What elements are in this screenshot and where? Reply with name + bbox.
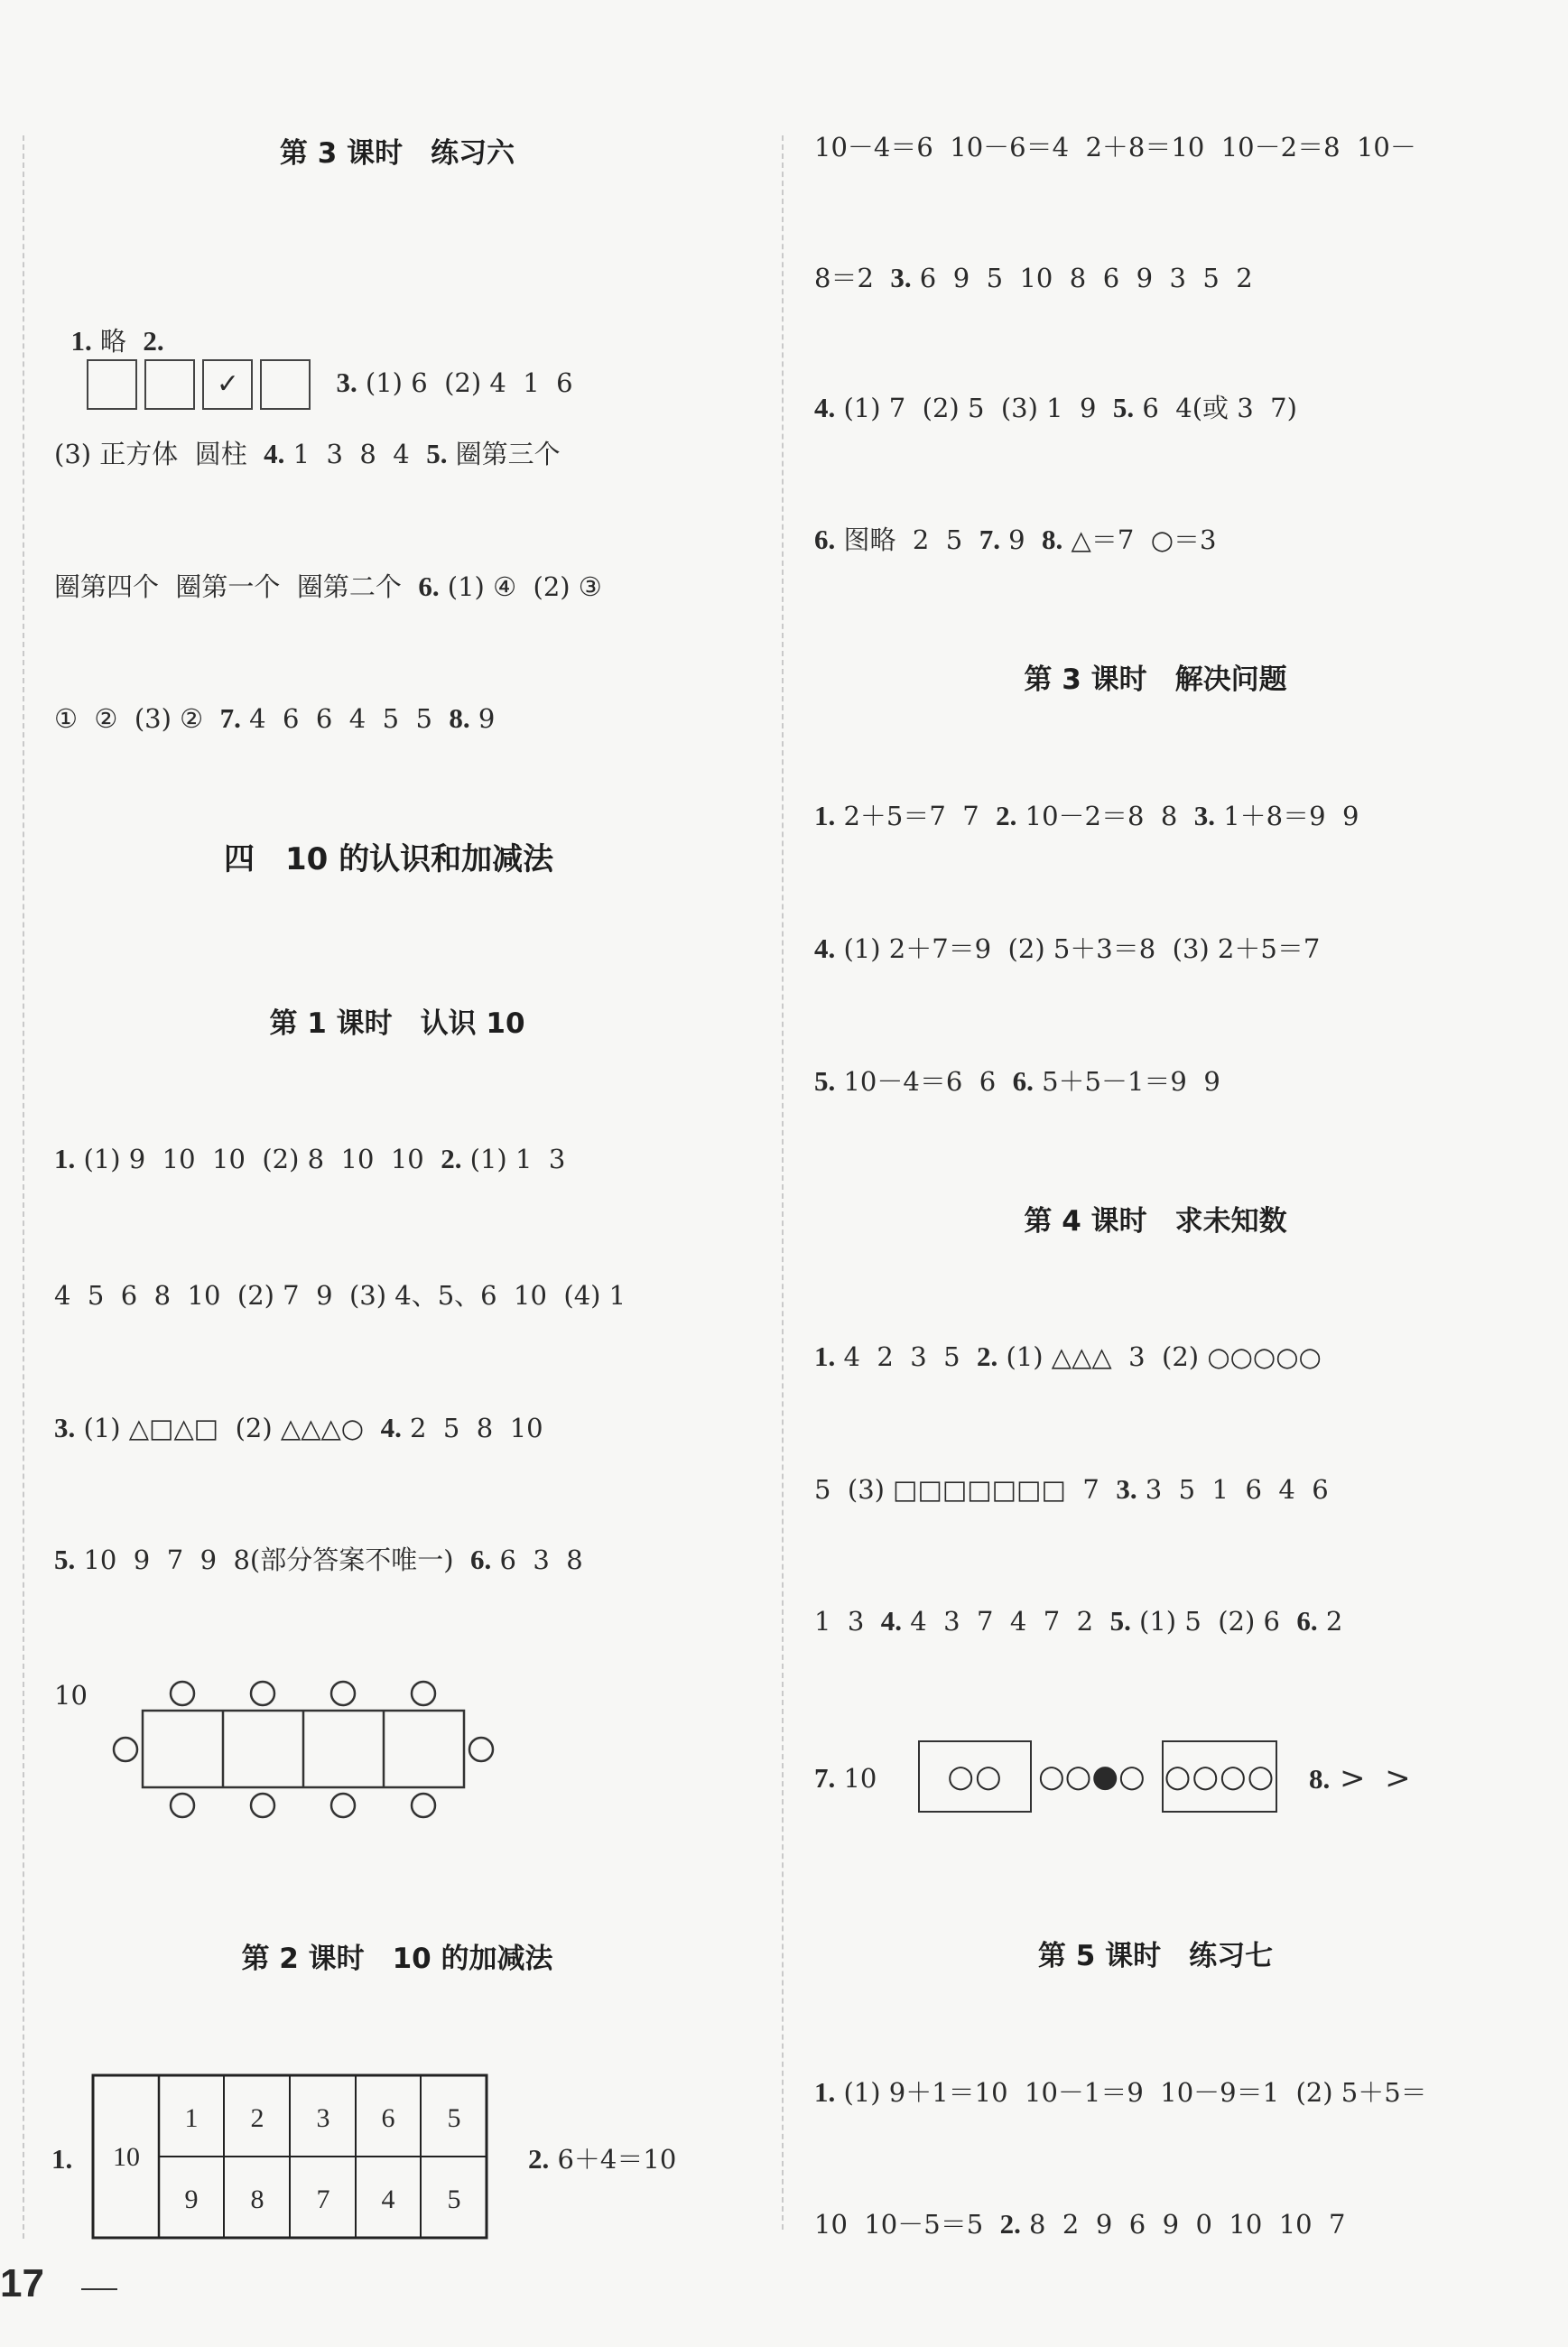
unit-4-title: 四 10 的认识和加减法 (224, 841, 554, 877)
answer-line (814, 390, 1297, 426)
table-cell: 2 (250, 2103, 264, 2133)
table-cell: 8 (250, 2185, 264, 2214)
answer-box-checked: ✓ (202, 359, 253, 410)
answer-text: 3 5 1 6 4 6 (1137, 1474, 1329, 1505)
answer-text: 6 9 5 10 8 6 9 3 5 2 (911, 263, 1253, 293)
answer-line (814, 2206, 1346, 2242)
answer-text: 10 9 7 9 8(部分答案不唯一) (75, 1545, 470, 1575)
chair-circle (469, 1738, 493, 1761)
chair-circle (412, 1794, 435, 1817)
question-number: 7. (219, 702, 241, 734)
answer-text: 圈第四个 圈第一个 圈第二个 (54, 571, 419, 602)
answer-text: 4 3 7 4 7 2 (902, 1606, 1110, 1637)
question-number: 4. (880, 1605, 903, 1637)
beads-box-left (918, 1740, 1032, 1813)
answer-text: > > (1330, 1760, 1411, 1796)
answer-text: 图略 2 5 (835, 524, 979, 555)
answer-line (528, 2141, 676, 2177)
answer-line (814, 931, 1320, 967)
question-number: 1. (54, 1143, 76, 1174)
answer-text: (1) 9＋1＝10 10－1＝9 10－9＝1 (2) 5＋5＝ (835, 2077, 1427, 2108)
question-number: 8. (1309, 1763, 1331, 1795)
answer-line (814, 522, 1216, 558)
answer-line (54, 1141, 565, 1177)
question-number: 1. (51, 2143, 73, 2175)
lesson-3-title: 第 3 课时 练习六 (279, 137, 515, 170)
answer-line (1309, 1760, 1411, 1797)
answer-text: (1) 6 (2) 4 1 6 (357, 367, 573, 398)
question-number: 6. (814, 524, 836, 555)
lesson-5-title: 第 5 课时 练习七 (1037, 1940, 1274, 1972)
question-number-line (51, 2141, 72, 2177)
answer-text: 1 3 (814, 1606, 881, 1637)
question-number: 5. (814, 1065, 836, 1097)
question-number: 3. (1193, 800, 1216, 831)
answer-box (144, 359, 195, 410)
answer-text: 1＋8＝9 9 (1215, 801, 1359, 831)
table-cell: 7 (316, 2185, 330, 2214)
answer-text: 2 5 8 10 (401, 1413, 543, 1443)
lesson-1-title: 第 1 课时 认识 10 (269, 1007, 525, 1040)
table-cell: 6 (381, 2103, 395, 2133)
chair-circle (171, 1682, 194, 1705)
column-divider (782, 135, 784, 2230)
page-number-dash (81, 2288, 117, 2290)
answer-text: 6＋4＝10 (549, 2144, 677, 2175)
chair-circle (251, 1682, 274, 1705)
question-number: 7. (814, 1762, 836, 1794)
chair-circle (251, 1794, 274, 1817)
question-number: 4. (380, 1412, 402, 1443)
question-number: 6. (418, 571, 440, 602)
lesson-2-title: 第 2 课时 10 的加减法 (241, 1943, 553, 1975)
question-number: 5. (426, 438, 448, 469)
question-number: 8. (1042, 524, 1063, 555)
answer-line: 10－4＝6 10－6＝4 2＋8＝10 10－2＝8 10－ (814, 132, 1416, 162)
answer-text: 6 3 8 (491, 1545, 583, 1575)
lesson-4-title: 第 4 课时 求未知数 (1024, 1205, 1287, 1238)
question-number: 2. (528, 2143, 550, 2175)
left-margin-rule (23, 135, 24, 2239)
answer-line (54, 569, 602, 605)
question-number: 6. (469, 1544, 492, 1575)
answer-text: ① ② (3) ② (54, 703, 220, 734)
question-number: 2. (999, 2208, 1021, 2240)
chair-circle (331, 1794, 355, 1817)
answer-line (814, 1339, 1322, 1375)
answer-line (814, 1760, 877, 1796)
answer-text: (3) 正方体 圆柱 (54, 439, 264, 469)
chair-circle (331, 1682, 355, 1705)
answer-text: 8 2 9 6 9 0 10 10 7 (1020, 2209, 1346, 2240)
question-number: 1. (814, 1340, 836, 1372)
answer-box (260, 359, 311, 410)
answer-text: 9 (999, 524, 1043, 555)
chair-circle (412, 1682, 435, 1705)
answer-line (54, 287, 573, 410)
question-number: 6. (1012, 1065, 1034, 1097)
beads-middle: ○○●○ (1038, 1758, 1146, 1795)
answer-text: 2＋5＝7 7 (835, 801, 997, 831)
question-number: 3. (890, 262, 912, 293)
answer-line (54, 700, 495, 737)
question-number: 2. (441, 1143, 462, 1174)
question-number: 5. (1112, 392, 1135, 423)
answer-text: 5 (3) □□□□□□□ 7 (814, 1474, 1117, 1505)
question-number: 4. (814, 932, 836, 964)
question-number: 2. (977, 1340, 998, 1372)
answer-line (814, 1603, 1342, 1639)
answer-text: 10－4＝6 6 (835, 1066, 1013, 1097)
question-number: 5. (1109, 1605, 1131, 1637)
answer-line (814, 798, 1359, 834)
answer-text: (1) 1 3 (461, 1144, 566, 1174)
answer-text: 10－2＝8 8 (1016, 801, 1194, 831)
answer-text: (1) ④ (2) ③ (439, 571, 602, 602)
answer-text: 8＝2 (814, 263, 891, 293)
table-cell: 4 (381, 2185, 395, 2214)
answer-line (814, 2074, 1427, 2110)
table-cell: 5 (447, 2185, 461, 2214)
beads-box-right (1162, 1740, 1277, 1813)
chair-circle (114, 1738, 137, 1761)
table-cell: 1 (184, 2103, 199, 2133)
answer-text: 1 3 8 4 (284, 439, 427, 469)
answer-line: 10 (54, 1680, 88, 1711)
table-cell: 5 (447, 2103, 461, 2133)
decomposition-table (90, 2073, 492, 2244)
answer-line (54, 436, 561, 472)
answer-text: 圈第三个 (447, 439, 561, 469)
question-number: 1. (70, 325, 92, 357)
beads-text: ○○○○ (1164, 1758, 1276, 1795)
answer-text: (1) 5 (2) 6 (1130, 1606, 1297, 1637)
question-number: 2. (143, 325, 164, 357)
answer-text: (1) 9 10 10 (2) 8 10 10 (75, 1144, 441, 1174)
chair-circle (171, 1794, 194, 1817)
answer-text: △＝7 ○＝3 (1062, 524, 1217, 555)
question-number: 4. (814, 392, 836, 423)
answer-text: (1) △□△□ (2) △△△○ (75, 1413, 381, 1443)
lesson-3-solve-title: 第 3 课时 解决问题 (1024, 663, 1287, 696)
answer-box (87, 359, 137, 410)
question-number: 3. (336, 366, 357, 398)
answer-text: 10 10－5＝5 (814, 2209, 1000, 2240)
question-number: 7. (979, 524, 1000, 555)
answer-line (814, 1471, 1329, 1507)
answer-text: 2 (1317, 1606, 1343, 1637)
answer-text: 6 4(或 3 7) (1134, 393, 1297, 423)
answer-line (54, 1542, 583, 1578)
answer-text: (1) △△△ 3 (2) ○○○○○ (997, 1341, 1322, 1372)
answer-line (814, 1063, 1220, 1099)
answer-line (814, 260, 1253, 296)
answer-line (54, 1410, 543, 1446)
answer-text: (1) 2＋7＝9 (2) 5＋3＝8 (3) 2＋5＝7 (835, 933, 1321, 964)
answer-text: 4 2 3 5 (835, 1341, 978, 1372)
answer-line: 4 5 6 8 10 (2) 7 9 (3) 4、5、6 10 (4) 1 (54, 1280, 626, 1311)
question-number: 2. (996, 800, 1017, 831)
question-number: 1. (814, 800, 836, 831)
beads-text: ○○ (947, 1758, 1003, 1795)
table-cell: 3 (316, 2103, 330, 2133)
question-number: 5. (54, 1544, 76, 1575)
question-number: 8. (449, 702, 470, 734)
table-whole-cell: 10 (113, 2142, 140, 2172)
answer-text: 略 (91, 326, 144, 357)
question-number: 3. (54, 1412, 76, 1443)
answer-text: 5＋5－1＝9 9 (1033, 1066, 1220, 1097)
answer-text: 9 (469, 703, 496, 734)
question-number: 3. (1116, 1473, 1137, 1505)
answer-box-group (87, 359, 318, 410)
table-chairs-diagram (108, 1674, 506, 1832)
table-cell: 9 (184, 2185, 199, 2214)
answer-text: (1) 7 (2) 5 (3) 1 9 (835, 393, 1113, 423)
page-number: 17 (0, 2261, 44, 2305)
answer-text: 10 (835, 1763, 877, 1794)
question-number: 4. (264, 438, 285, 469)
question-number: 6. (1296, 1605, 1318, 1637)
answer-text: 4 6 6 4 5 5 (240, 703, 450, 734)
question-number: 1. (814, 2076, 836, 2108)
